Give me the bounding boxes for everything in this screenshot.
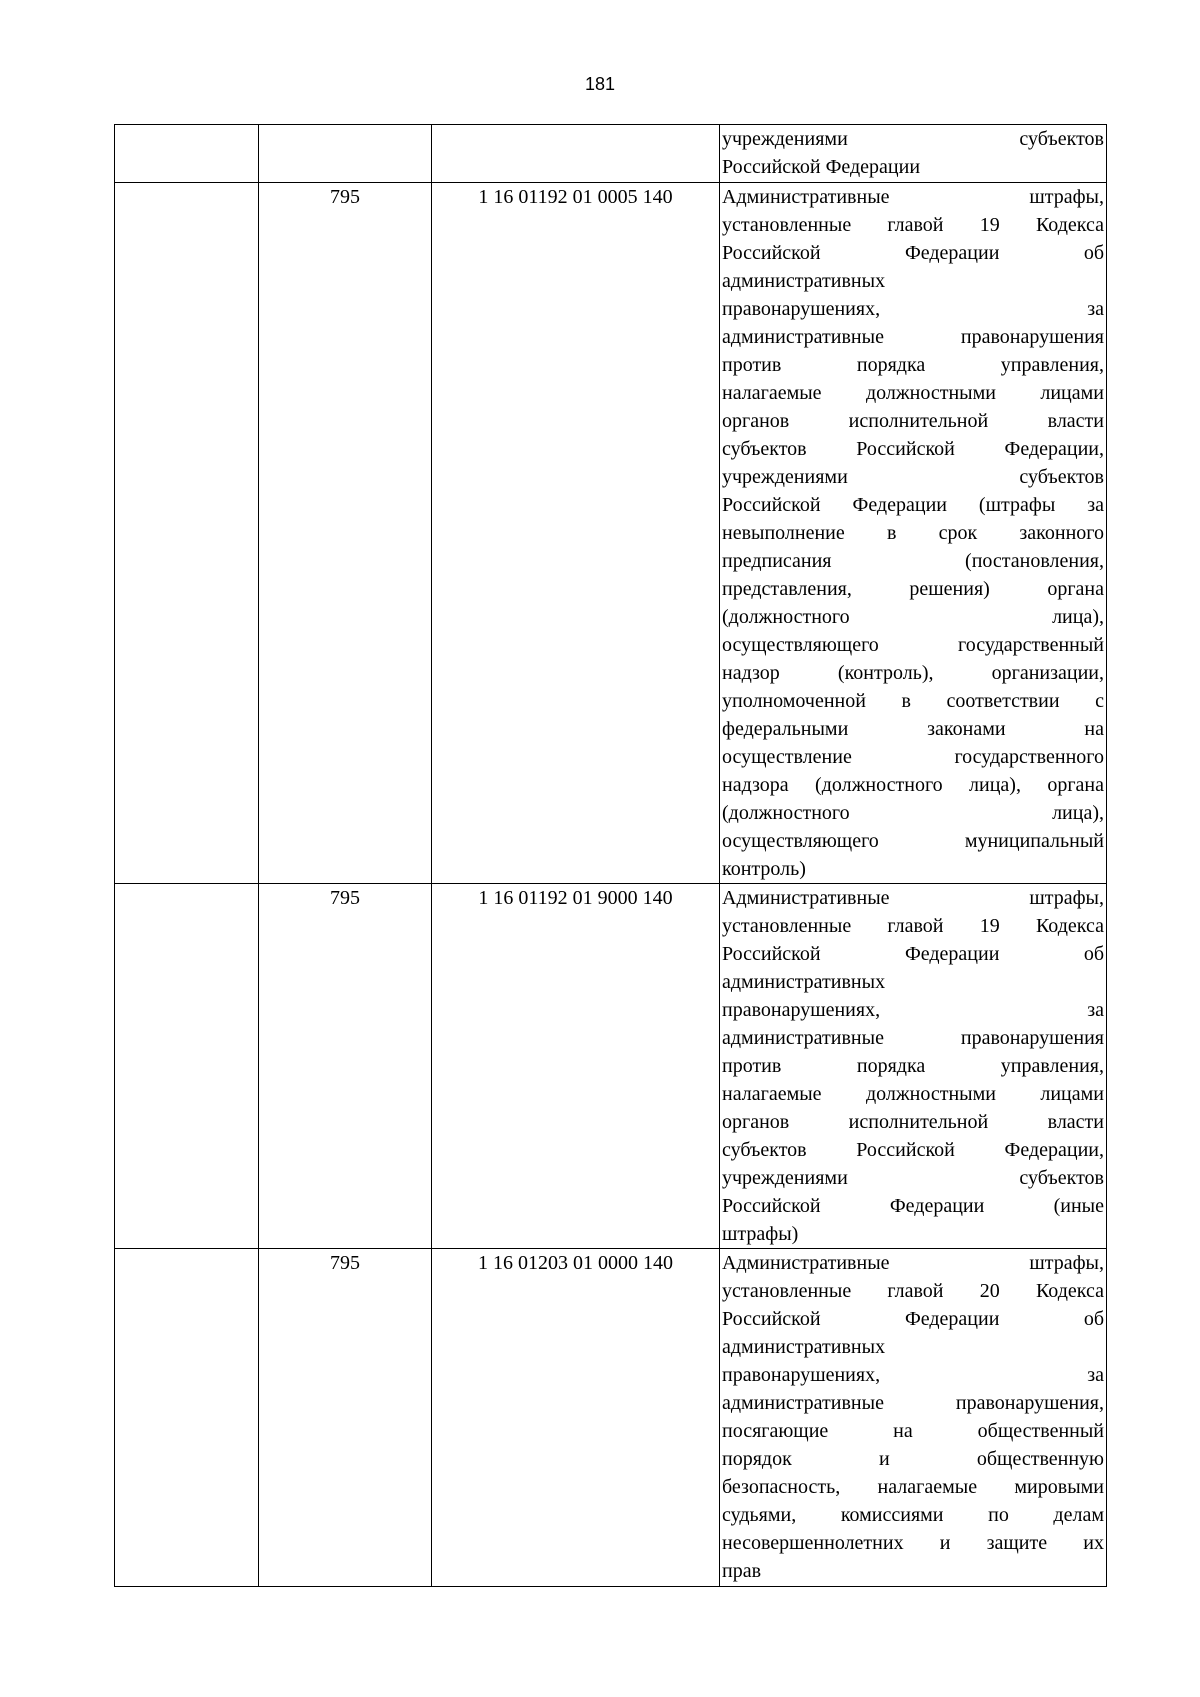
description-line: Российской Федерации (иные [722,1195,1104,1217]
description-line: установленные главой 19 Кодекса [722,214,1104,236]
description-line: осуществление государственного [722,746,1104,768]
budget-code-cell: 1 16 01192 01 0005 140 [432,183,720,884]
description-line: Административные штрафы, [722,186,1104,208]
description-line: Административные штрафы, [722,887,1104,909]
table-row [115,1249,1107,1587]
admin-cell [115,884,259,1249]
description-cell [720,125,1107,183]
admin-cell [115,1249,259,1587]
description-line: правонарушениях, за [722,1364,1104,1386]
admin-code-cell: 795 [259,1249,432,1587]
admin-code-cell: 795 [259,884,432,1249]
description-line: органов исполнительной власти [722,410,1104,432]
description-line: установленные главой 20 Кодекса [722,1280,1104,1302]
description-line: несовершеннолетних и защите их [722,1532,1104,1554]
description-line: Российской Федерации (штрафы за [722,494,1104,516]
description-line: федеральными законами на [722,718,1104,740]
admin-code-cell: 795 [259,183,432,884]
description-line: осуществляющего муниципальный [722,830,1104,852]
description-line: правонарушениях, за [722,999,1104,1021]
description-line: административных [722,1336,886,1358]
table-body [115,125,1107,1587]
description-line: учреждениями субъектов [722,466,1104,488]
description-line: административных [722,270,886,292]
description-line: субъектов Российской Федерации, [722,1139,1104,1161]
description-line: Административные штрафы, [722,1252,1104,1274]
description-line: учреждениями субъектов [722,128,1104,150]
description-cell [720,884,1107,1249]
table-row [115,183,1107,884]
description-line: судьями, комиссиями по делам [722,1504,1104,1526]
description-line: против порядка управления, [722,1055,1104,1077]
description-line: надзор (контроль), организации, [722,662,1104,684]
description-line: невыполнение в срок законного [722,522,1104,544]
description-line: контроль) [722,858,806,880]
description-line: учреждениями субъектов [722,1167,1104,1189]
admin-cell [115,183,259,884]
description-line: штрафы) [722,1223,799,1245]
description-line: безопасность, налагаемые мировыми [722,1476,1104,1498]
description-line: административные правонарушения, [722,1392,1104,1414]
description-line: Российской Федерации [722,156,921,178]
budget-code-cell: 1 16 01192 01 9000 140 [432,884,720,1249]
description-line: надзора (должностного лица), органа [722,774,1104,796]
description-line: представления, решения) органа [722,578,1104,600]
description-line: правонарушениях, за [722,298,1104,320]
description-line: (должностного лица), [722,606,1104,628]
table-row [115,884,1107,1249]
description-line: предписания (постановления, [722,550,1104,572]
description-line: прав [722,1560,762,1582]
description-line: уполномоченной в соответствии с [722,690,1104,712]
description-line: административные правонарушения [722,1027,1104,1049]
description-line: порядок и общественную [722,1448,1104,1470]
page-number: 181 [584,74,616,94]
description-line: Российской Федерации об [722,1308,1104,1330]
description-cell [720,183,1107,884]
description-line: установленные главой 19 Кодекса [722,915,1104,937]
admin-code-cell [259,125,432,183]
description-line: (должностного лица), [722,802,1104,824]
description-line: осуществляющего государственный [722,634,1104,656]
description-line: против порядка управления, [722,354,1104,376]
description-line: административных [722,971,886,993]
description-line: Российской Федерации об [722,943,1104,965]
description-line: субъектов Российской Федерации, [722,438,1104,460]
description-line: административные правонарушения [722,326,1104,348]
description-line: Российской Федерации об [722,242,1104,264]
budget-code-cell: 1 16 01203 01 0000 140 [432,1249,720,1587]
description-line: посягающие на общественный [722,1420,1104,1442]
description-line: налагаемые должностными лицами [722,382,1104,404]
description-line: налагаемые должностными лицами [722,1083,1104,1105]
budget-codes-table [114,124,1107,1587]
table-row [115,125,1107,183]
admin-cell [115,125,259,183]
budget-code-cell [432,125,720,183]
description-line: органов исполнительной власти [722,1111,1104,1133]
description-cell [720,1249,1107,1587]
